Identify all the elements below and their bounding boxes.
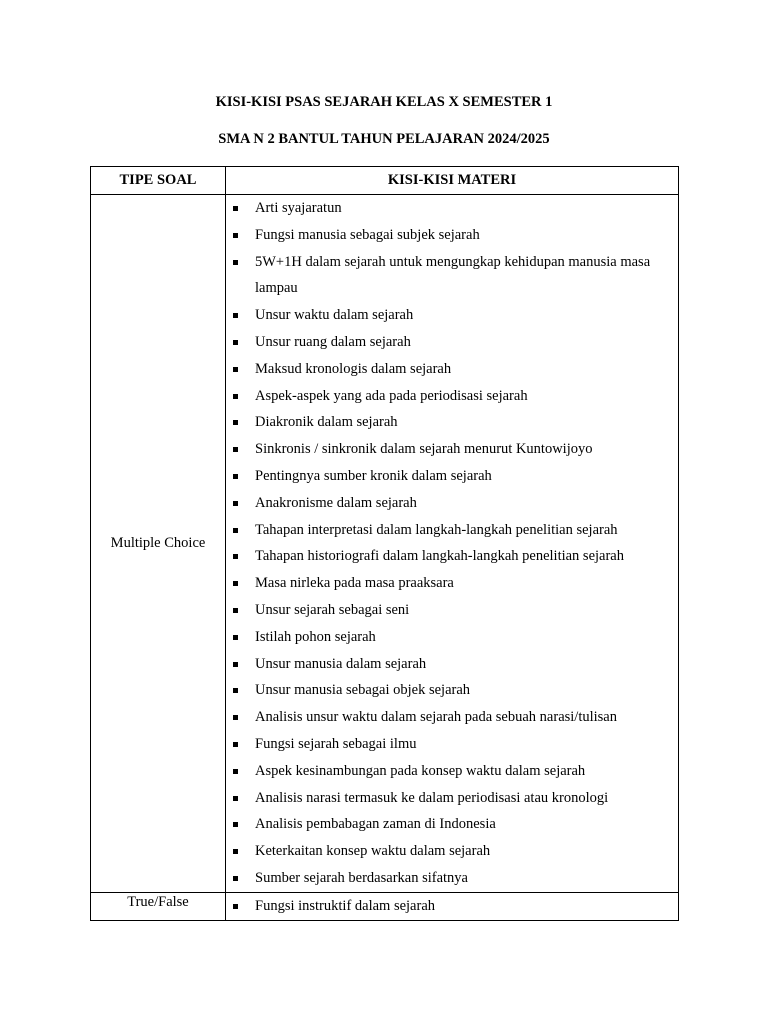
kisi-kisi-table xyxy=(90,166,679,921)
materi-item-text: Analisis pembabagan zaman di Indonesia xyxy=(255,816,496,833)
table-row xyxy=(91,195,679,893)
materi-list xyxy=(226,893,678,920)
materi-cell xyxy=(226,195,679,893)
materi-item-text: Anakronisme dalam sejarah xyxy=(255,494,417,511)
materi-item-text: Pentingnya sumber kronik dalam sejarah xyxy=(255,467,492,484)
square-bullet-icon xyxy=(233,769,238,774)
square-bullet-icon xyxy=(233,554,238,559)
square-bullet-icon xyxy=(233,796,238,801)
materi-item-text: Unsur sejarah sebagai seni xyxy=(255,601,410,618)
question-type-cell: True/False xyxy=(91,892,226,920)
materi-item-text: Fungsi instruktif dalam sejarah xyxy=(255,897,436,914)
materi-list-item xyxy=(226,893,672,920)
table-body xyxy=(91,195,679,921)
materi-list-item xyxy=(226,865,672,892)
materi-item-text: 5W+1H dalam sejarah untuk mengungkap kehidupan manusia masa lampau xyxy=(255,253,651,297)
materi-list-item xyxy=(226,838,672,865)
materi-item-text: Istilah pohon sejarah xyxy=(255,628,376,645)
materi-list-item xyxy=(226,597,672,624)
square-bullet-icon xyxy=(233,340,238,345)
materi-list-item xyxy=(226,436,672,463)
square-bullet-icon xyxy=(233,608,238,613)
materi-list-item xyxy=(226,490,672,517)
square-bullet-icon xyxy=(233,528,238,533)
materi-item-text: Tahapan interpretasi dalam langkah-langkah penelitian sejarah xyxy=(255,521,618,538)
square-bullet-icon xyxy=(233,849,238,854)
materi-list-item xyxy=(226,195,672,222)
materi-item-text: Analisis narasi termasuk ke dalam periodisasi atau kronologi xyxy=(255,789,609,806)
square-bullet-icon xyxy=(233,394,238,399)
materi-item-text: Maksud kronologis dalam sejarah xyxy=(255,360,452,377)
square-bullet-icon xyxy=(233,904,238,909)
materi-list-item xyxy=(226,356,672,383)
materi-list-item xyxy=(226,731,672,758)
square-bullet-icon xyxy=(233,501,238,506)
square-bullet-icon xyxy=(233,313,238,318)
square-bullet-icon xyxy=(233,206,238,211)
square-bullet-icon xyxy=(233,742,238,747)
materi-list-item xyxy=(226,302,672,329)
square-bullet-icon xyxy=(233,260,238,265)
materi-list xyxy=(226,195,678,892)
materi-item-text: Sumber sejarah berdasarkan sifatnya xyxy=(255,869,468,886)
materi-item-text: Fungsi sejarah sebagai ilmu xyxy=(255,735,417,752)
square-bullet-icon xyxy=(233,662,238,667)
square-bullet-icon xyxy=(233,474,238,479)
question-type-cell: Multiple Choice xyxy=(91,195,226,893)
materi-list-item xyxy=(226,570,672,597)
materi-list-item xyxy=(226,785,672,812)
document-subtitle: SMA N 2 BANTUL TAHUN PELAJARAN 2024/2025 xyxy=(218,131,550,147)
materi-item-text: Fungsi manusia sebagai subjek sejarah xyxy=(255,226,480,243)
materi-list-item xyxy=(226,811,672,838)
materi-item-text: Arti syajaratun xyxy=(255,200,342,216)
materi-item-text: Unsur manusia sebagai objek sejarah xyxy=(255,682,471,699)
materi-item-text: Aspek kesinambungan pada konsep waktu dalam sejarah xyxy=(255,762,586,779)
materi-list-item xyxy=(226,383,672,410)
materi-item-text: Unsur manusia dalam sejarah xyxy=(255,655,427,672)
materi-list-item xyxy=(226,222,672,249)
materi-list-item xyxy=(226,329,672,356)
square-bullet-icon xyxy=(233,420,238,425)
document-title: KISI-KISI PSAS SEJARAH KELAS X SEMESTER 1 xyxy=(215,94,553,110)
materi-list-item xyxy=(226,651,672,678)
materi-item-text: Keterkaitan konsep waktu dalam sejarah xyxy=(255,843,491,860)
materi-list-item xyxy=(226,704,672,731)
materi-item-text: Sinkronis / sinkronik dalam sejarah menurut Kuntowijoyo xyxy=(255,441,593,458)
square-bullet-icon xyxy=(233,233,238,238)
header-tipe-soal: TIPE SOAL xyxy=(91,167,226,195)
materi-list-item xyxy=(226,677,672,704)
square-bullet-icon xyxy=(233,447,238,452)
square-bullet-icon xyxy=(233,635,238,640)
materi-item-text: Tahapan historiografi dalam langkah-langkah penelitian sejarah xyxy=(255,548,624,565)
materi-list-item xyxy=(226,543,672,570)
materi-cell xyxy=(226,892,679,920)
materi-list-item xyxy=(226,624,672,651)
square-bullet-icon xyxy=(233,688,238,693)
materi-item-text: Diakronik dalam sejarah xyxy=(255,414,398,431)
table-row xyxy=(91,892,679,920)
square-bullet-icon xyxy=(233,876,238,881)
materi-list-item xyxy=(226,517,672,544)
square-bullet-icon xyxy=(233,715,238,720)
materi-list-item xyxy=(226,463,672,490)
header-kisi-kisi-materi: KISI-KISI MATERI xyxy=(226,167,679,195)
materi-list-item xyxy=(226,409,672,436)
table-header-row xyxy=(91,167,679,195)
materi-item-text: Analisis unsur waktu dalam sejarah pada sebuah narasi/tulisan xyxy=(255,709,617,726)
materi-item-text: Aspek-aspek yang ada pada periodisasi sejarah xyxy=(255,387,528,404)
square-bullet-icon xyxy=(233,822,238,827)
materi-list-item xyxy=(226,249,672,303)
square-bullet-icon xyxy=(233,581,238,586)
materi-item-text: Masa nirleka pada masa praaksara xyxy=(255,575,454,592)
square-bullet-icon xyxy=(233,367,238,372)
materi-item-text: Unsur ruang dalam sejarah xyxy=(255,333,411,350)
materi-item-text: Unsur waktu dalam sejarah xyxy=(255,307,414,324)
materi-list-item xyxy=(226,758,672,785)
